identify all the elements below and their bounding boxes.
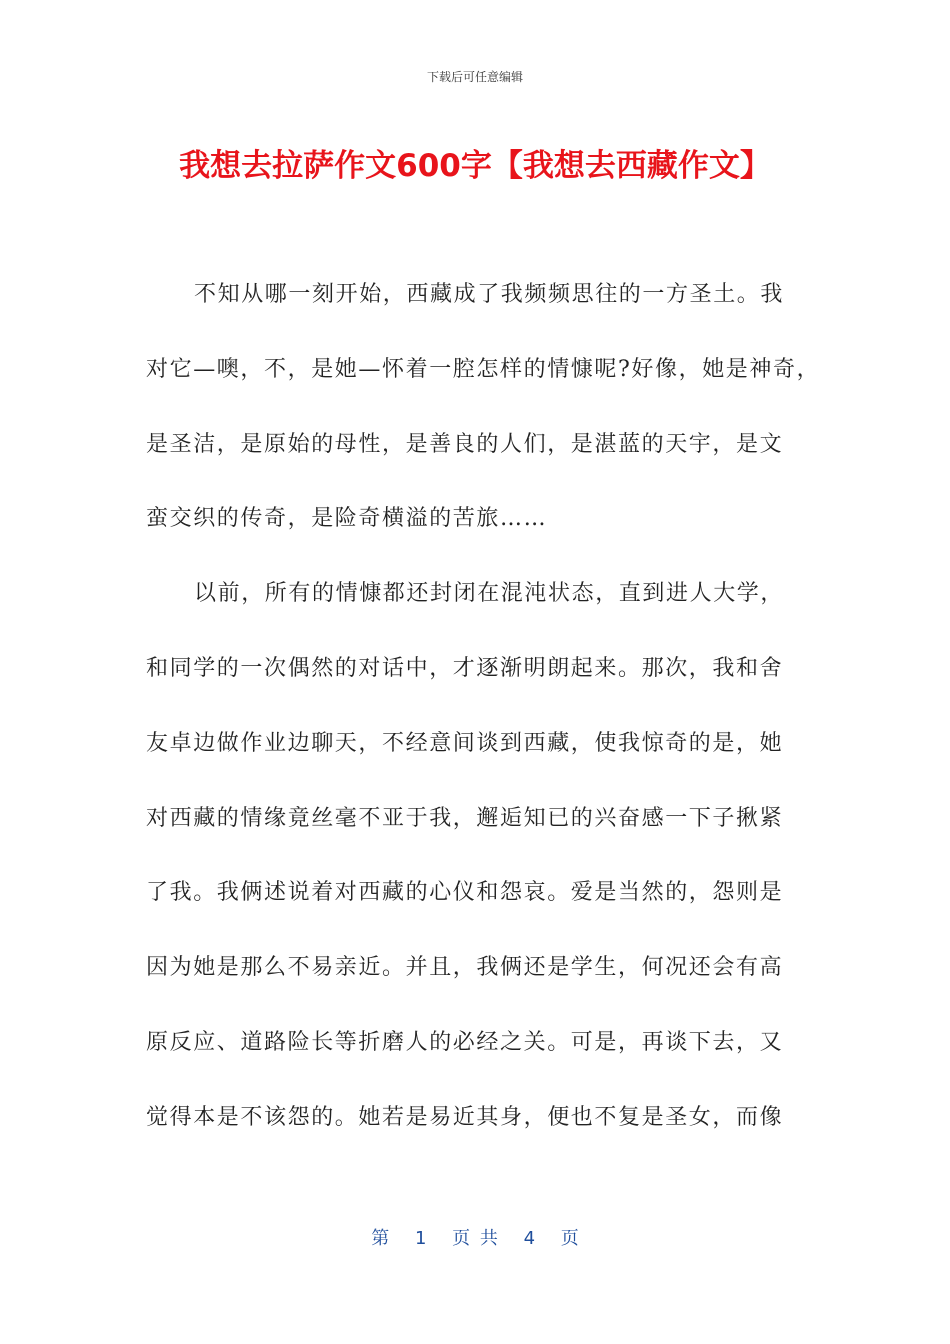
footer-page-number: 1 — [414, 1228, 427, 1249]
body-line: 原反应、道路险长等折磨人的必经之关。可是，再谈下去，又 — [146, 1029, 784, 1055]
body-line: 蛮交织的传奇，是险奇横溢的苦旅…… — [146, 506, 548, 532]
footer-middle: 页 共 — [452, 1228, 498, 1249]
page-footer — [0, 1224, 950, 1250]
header-note: 下载后可任意编辑 — [426, 70, 523, 84]
body-line: 了我。我俩述说着对西藏的心仪和怨哀。爱是当然的，怨则是 — [146, 880, 784, 906]
footer-total-pages: 4 — [523, 1228, 536, 1249]
document-title: 我想去拉萨作文600字【我想去西藏作文】 — [179, 148, 771, 184]
body-line: 因为她是那么不易亲近。并且，我俩还是学生，何况还会有高 — [146, 955, 784, 981]
footer-prefix: 第 — [371, 1228, 390, 1249]
body-line: 和同学的一次偶然的对话中，才逐渐明朗起来。那次，我和舍 — [146, 655, 784, 681]
body-line: 不知从哪一刻开始，西藏成了我频频思往的一方圣土。我 — [194, 282, 785, 307]
body-line: 友卓边做作业边聊天，不经意间谈到西藏，使我惊奇的是，她 — [146, 730, 784, 756]
body-line: 对它—噢，不，是她—怀着一腔怎样的情慷呢?好像，她是神奇， — [146, 356, 821, 382]
body-line: 对西藏的情缘竟丝毫不亚于我，邂逅知已的兴奋感一下子揪紧 — [146, 805, 784, 831]
document-body — [146, 258, 821, 1156]
body-line: 觉得本是不该怨的。她若是易近其身，便也不复是圣女，而像 — [146, 1104, 784, 1130]
footer-suffix: 页 — [560, 1228, 579, 1249]
body-line: 以前，所有的情慷都还封闭在混沌状态，直到进人大学， — [194, 581, 785, 607]
body-line: 是圣洁，是原始的母性，是善良的人们，是湛蓝的天宇，是文 — [146, 431, 784, 457]
